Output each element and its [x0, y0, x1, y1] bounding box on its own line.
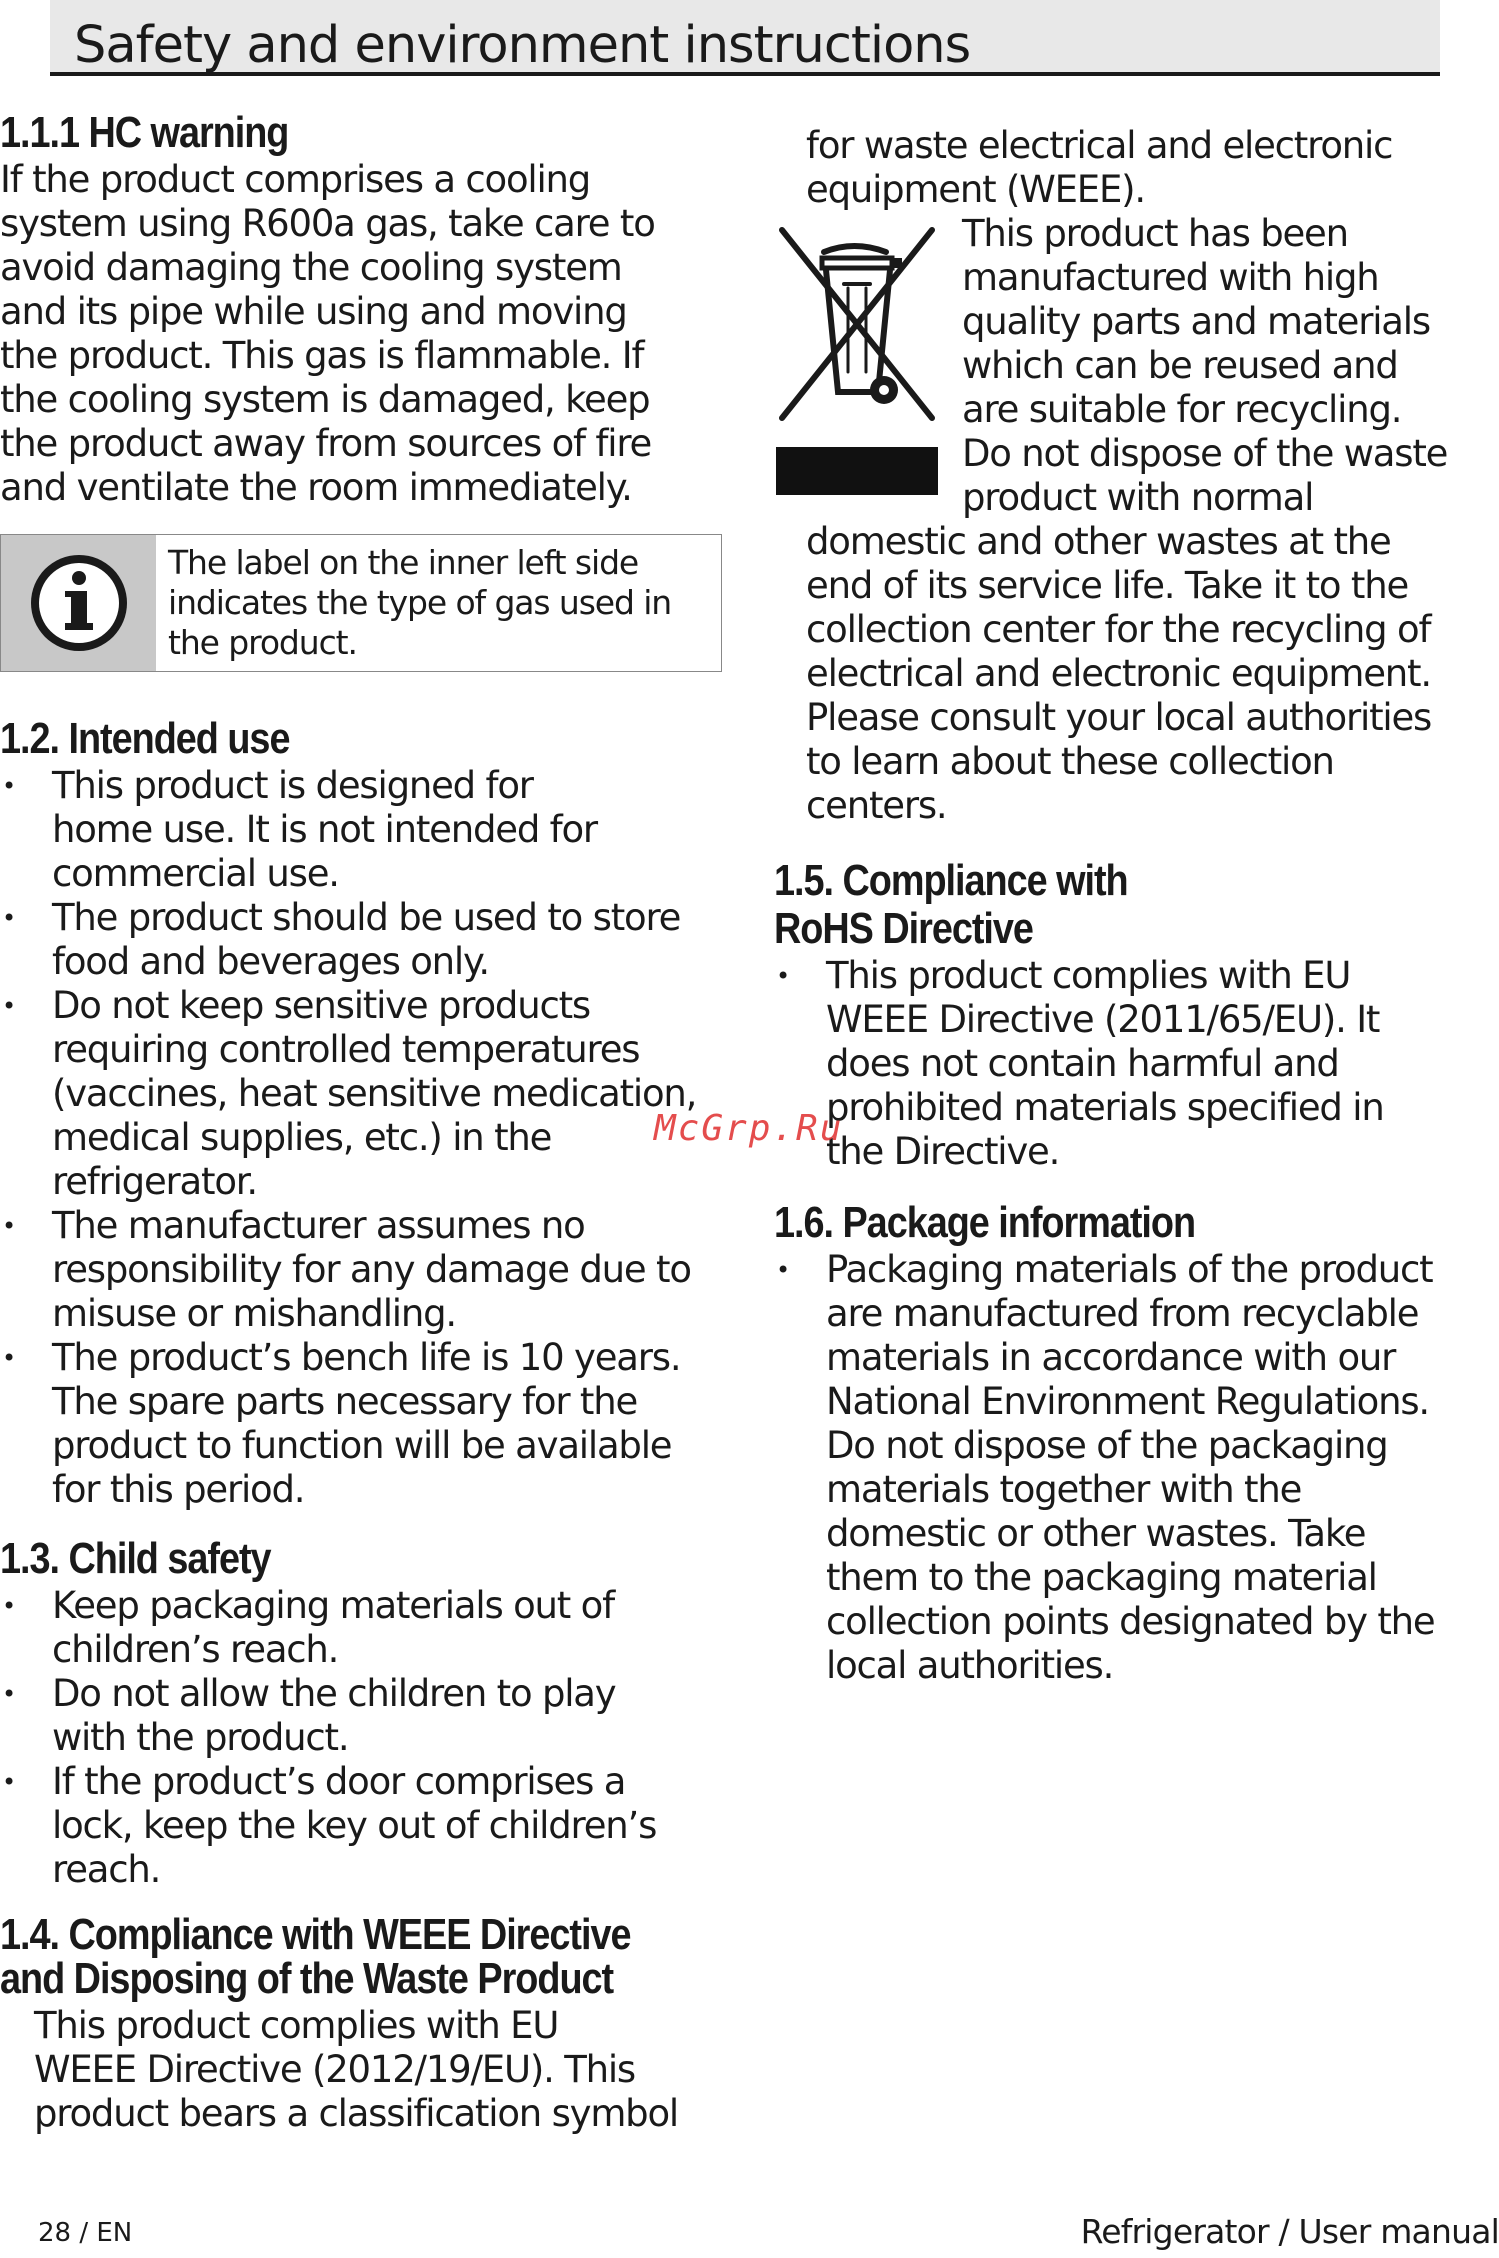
- weee-heading-line1: 1.4. Compliance with WEEE Directive: [0, 1910, 631, 1959]
- crossed-bin-icon: [774, 222, 940, 432]
- weee-intro-text: This product complies with EU WEEE Directive (2012/19/EU). This product bears a classification symbol: [34, 2004, 678, 2135]
- hc-warning-text: If the product comprises a cooling system using R600a gas, take care to avoid damaging the cooling system and its pipe while using and moving the product. This gas is flammable. If the cooling system is damaged, keep the product away from sources of fire and ventilate the room immediately.: [0, 158, 655, 509]
- list-item: • The product’s bench life is 10 years. The spare parts necessary for the product to function will be available for this period.: [0, 1336, 725, 1512]
- child-safety-heading: 1.3. Child safety: [0, 1534, 271, 1583]
- info-icon-cell: [1, 535, 156, 671]
- list-item: • Keep packaging materials out of children’s reach.: [0, 1584, 725, 1672]
- weee-rest-text: domestic and other wastes at the end of its service life. Take it to the collection center for the recycling of electrical and electronic equipment. Please consult your local authorities to learn about these collection centers.: [806, 520, 1432, 827]
- list-item: • Do not allow the children to play with the product.: [0, 1672, 725, 1760]
- weee-continued-text: for waste electrical and electronic equipment (WEEE).: [806, 124, 1393, 211]
- weee-heading-line2: and Disposing of the Waste Product: [0, 1954, 614, 2003]
- rohs-list: [774, 954, 1489, 1174]
- left-column: [0, 108, 725, 2136]
- list-item: • If the product’s door comprises a lock, keep the key out of children’s reach.: [0, 1760, 725, 1892]
- intended-use-heading: 1.2. Intended use: [0, 714, 290, 763]
- weee-black-bar: [776, 447, 938, 495]
- list-item: • The manufacturer assumes no responsibility for any damage due to misuse or mishandling.: [0, 1204, 725, 1336]
- rohs-heading-line2: RoHS Directive: [774, 904, 1033, 953]
- list-item: • This product complies with EU WEEE Directive (2011/65/EU). It does not contain harmful and prohibited materials specified in the Directive.: [774, 954, 1489, 1174]
- list-item: • Packaging materials of the product are manufactured from recyclable materials in accordance with our National Environment Regulations. Do not dispose of the packaging materials together with the domestic or other wastes. Take them to the packaging material collection points designated by the local authorities.: [774, 1248, 1489, 1688]
- page-header: [50, 0, 1440, 76]
- intended-use-list: [0, 764, 725, 1512]
- list-item: • Do not keep sensitive products requiring controlled temperatures (vaccines, heat sensitive medication, medical supplies, etc.) in the refrigerator.: [0, 984, 725, 1204]
- list-item: • This product is designed for home use. It is not intended for commercial use.: [0, 764, 725, 896]
- info-note-text: The label on the inner left side indicates the type of gas used in the product.: [168, 543, 672, 662]
- package-heading: 1.6. Package information: [774, 1198, 1196, 1247]
- rohs-heading-line1: 1.5. Compliance with: [774, 856, 1128, 905]
- info-note-box: [0, 534, 722, 672]
- hc-warning-heading: 1.1.1 HC warning: [0, 108, 289, 157]
- page-number: 28 / EN: [38, 2218, 133, 2248]
- document-title: Refrigerator / User manual: [1080, 2212, 1499, 2251]
- page-title: Safety and environment instructions: [74, 16, 971, 75]
- list-item: • The product should be used to store food and beverages only.: [0, 896, 725, 984]
- package-list: [774, 1248, 1489, 1688]
- child-safety-list: [0, 1584, 725, 1892]
- info-icon: [27, 551, 131, 655]
- right-column: [774, 124, 1489, 1688]
- weee-symbol-block: [774, 212, 1489, 544]
- watermark: McGrp.Ru: [654, 1108, 844, 1149]
- weee-side-text: This product has been manufactured with high quality parts and materials which can be reused and are suitable for recycling. Do not dispose of the waste product with normal: [962, 212, 1448, 519]
